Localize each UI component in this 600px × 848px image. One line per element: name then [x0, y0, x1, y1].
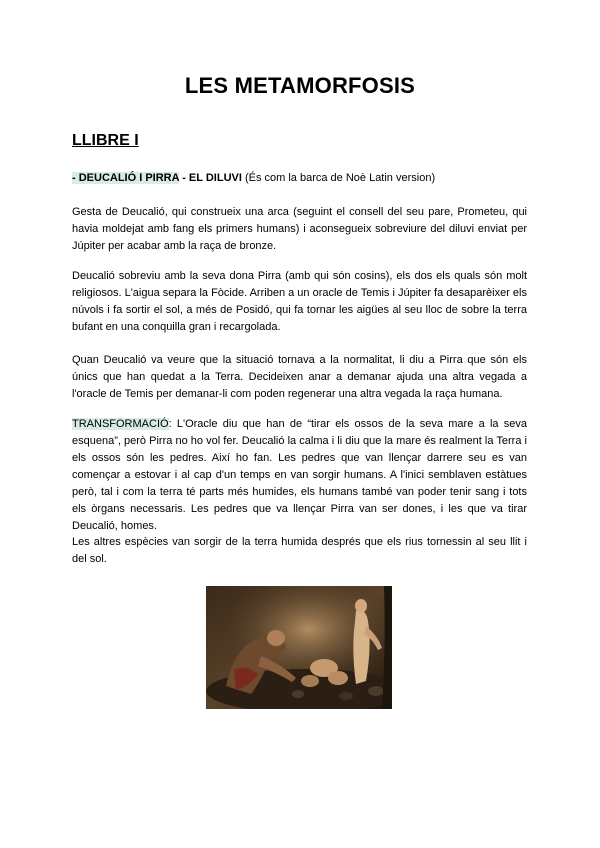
transformacio-label: TRANSFORMACIÓ — [72, 418, 169, 430]
paragraph-normalitat: Quan Deucalió va veure que la situació tornava a la normalitat, li diu a Pirra que són els únics que han quedat a la Terra. Decideixen anar a demanar ajuda una altra vegada a l'oracle de Temis per demanar-li com poden regenerar una altra vegada la raça humana. — [72, 354, 527, 400]
section-subtitle — [72, 170, 527, 187]
page-title: LES METAMORFOSIS — [184, 73, 416, 98]
subtitle-highlight: - DEUCALIÓ I PIRRA — [72, 172, 180, 184]
subtitle-bold: - EL DILUVI — [179, 172, 242, 184]
subtitle-note: (És com la barca de Noè Latin version) — [241, 172, 436, 184]
paragraph-sobreviu: Deucalió sobreviu amb la seva dona Pirra (amb qui són cosins), els dos els quals són molt religiosos. L'aigua separa la Fòcide. Arriben a un oracle de Temis i Júpiter fa desaparèixer els núvols i fa sortir el sol, a més de Posidó, qui fa tornar les aigües al seu lloc de sobre la terra bufant en una conquilla gran i recargolada. — [72, 270, 527, 333]
paragraph-transformacio — [72, 416, 527, 535]
deucalion-pyrrha-painting — [206, 586, 392, 709]
painting-image — [206, 586, 392, 709]
chapter-heading: LLIBRE I — [72, 132, 139, 149]
paragraph-especies: Les altres espècies van sorgir de la terra humida després que els rius tornessin al seu llit i del sol. — [72, 536, 527, 565]
paragraph-gesta: Gesta de Deucalió, qui construeix una arca (seguint el consell del seu pare, Prometeu, qui havia moldejat amb fang els primers humans) i aconsegueix sobreviure del diluvi enviat per Júpiter per acabar amb la raça de bronze. — [72, 206, 527, 252]
transformacio-text: : L'Oracle diu que han de “tirar els ossos de la seva mare a la seva esquena”, però Pirra no ho vol fer. Deucalió la calma i li diu que la mare és realment la Terra i els ossos són les pedres. Així ho fan. Les pedres que van llençar darrere seu es van començar a estovar i al cap d'un temps en van sorgir humans. A l'inici semblaven estàtues però, tal i com la terra té parts més humides, els humans també van poder tenir sang i tots els òrgans necessaris. Les pedres que va llençar Pirra van ser dones, i les que va tirar Deucalió, homes. — [72, 418, 527, 532]
